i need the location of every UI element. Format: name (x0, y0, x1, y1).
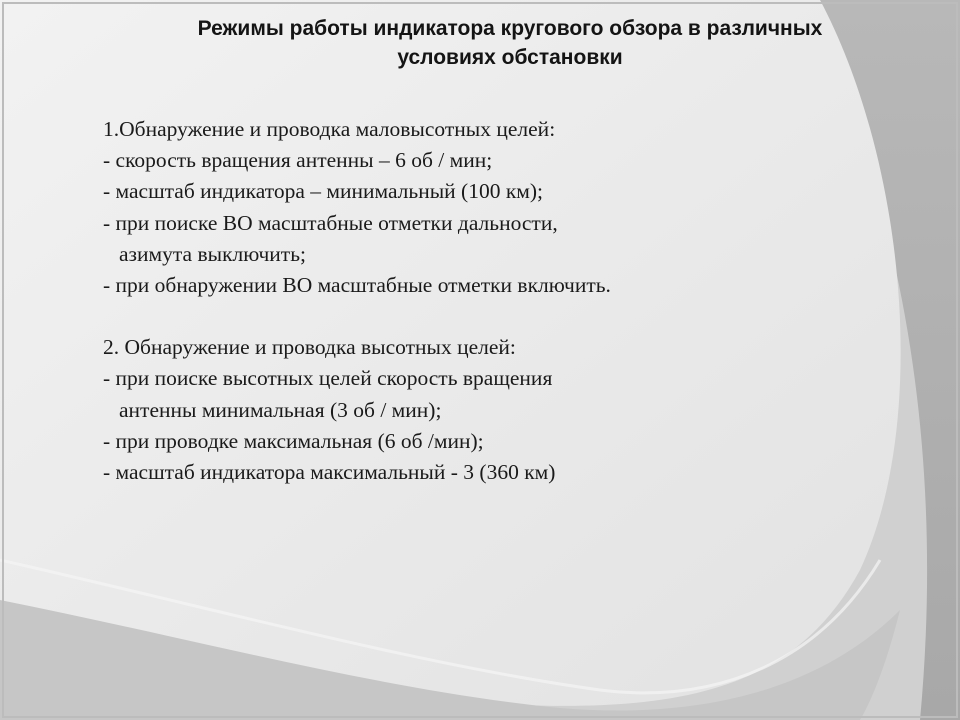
section-1-line-5: - при обнаружении ВО масштабные отметки включить. (103, 273, 611, 298)
section-1-line-2: - масштаб индикатора – минимальный (100 км); (103, 179, 544, 204)
slide-title-line-2: условиях обстановки (397, 46, 623, 69)
slide-title-line-1: Режимы работы индикатора кругового обзора в различных (197, 17, 823, 40)
section-2-line-4: - масштаб индикатора максимальный - 3 (360 км) (103, 460, 556, 485)
section-1-line-4: азимута выключить; (119, 241, 306, 266)
section-2-line-1: - при поиске высотных целей скорость вращения (103, 366, 553, 391)
slide-body (103, 114, 863, 488)
section-1-line-1: - скорость вращения антенны – 6 об / мин; (103, 148, 493, 173)
section-1-line-3: - при поиске ВО масштабные отметки дальности, (103, 210, 558, 235)
section-2-line-2: антенны минимальная (3 об / мин); (119, 397, 442, 422)
section-2-line-3: - при проводке максимальная (6 об /мин); (103, 428, 484, 453)
slide-title (110, 14, 910, 72)
section-spacer (103, 301, 863, 332)
section-2-heading: 2. Обнаружение и проводка высотных целей: (103, 335, 516, 360)
section-1-heading: 1.Обнаружение и проводка маловысотных целей: (103, 117, 556, 141)
